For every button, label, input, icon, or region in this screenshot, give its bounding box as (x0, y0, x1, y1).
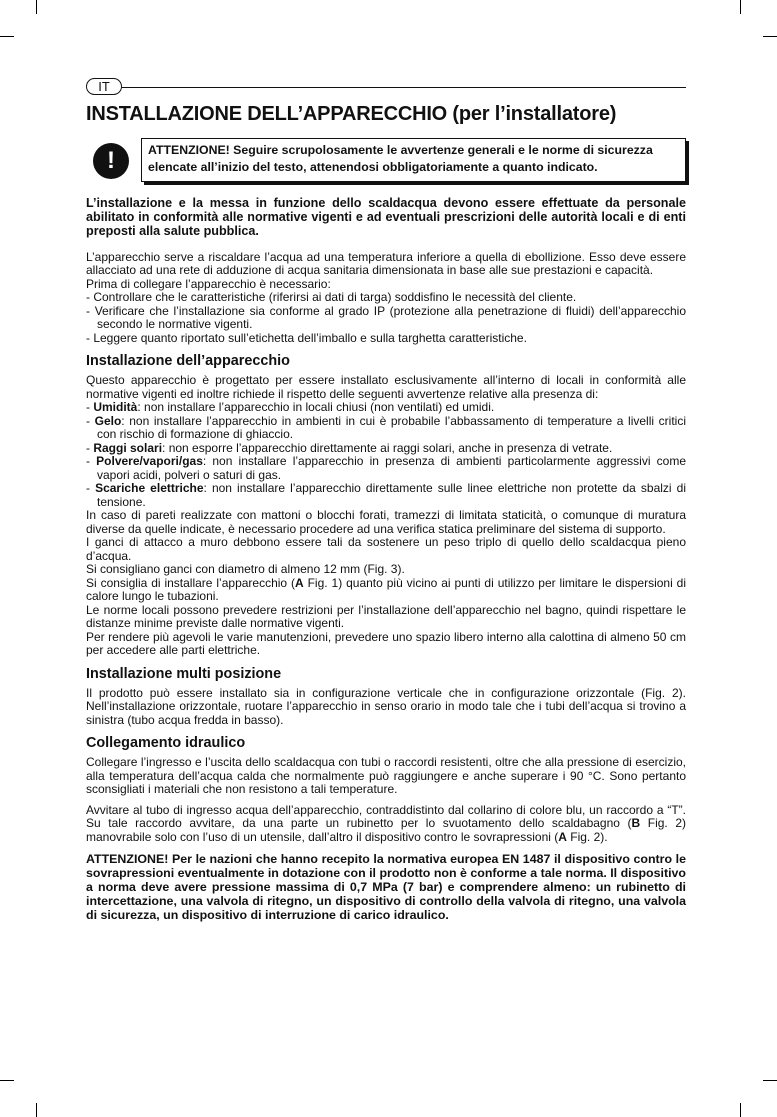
intro-bold-text: L’installazione e la messa in funzione dello scaldacqua devono essere effettuate da personale abilitato in conformità alle normative vigenti e ad eventuali prescrizioni delle autorità locali e di enti preposti alla salute pubblica. (86, 196, 686, 238)
crop-mark (763, 36, 777, 37)
list-item: - Gelo: non installare l’apparecchio in ambienti in cui è probabile l’abbassamento di temperature a livelli critici con rischio di formazione di ghiaccio. (86, 413, 686, 442)
paragraph: Per rendere più agevoli le varie manutenzioni, prevedere uno spazio libero interno alla calottina di almeno 50 cm per accedere alle parti elettriche. (86, 629, 686, 658)
section-heading: Collegamento idraulico (86, 735, 246, 752)
exclamation-icon: ! (93, 143, 129, 179)
header-rule (122, 87, 686, 88)
list-item: - Polvere/vapori/gas: non installare l’apparecchio in presenza di ambienti particolarmente aggressivi come vapori acidi, polveri o saturi di gas. (86, 454, 686, 482)
section-heading: Installazione dell’apparecchio (86, 353, 290, 370)
crop-mark (0, 36, 14, 37)
paragraph: Si consigliano ganci con diametro di almeno 12 mm (Fig. 3). (86, 562, 405, 577)
paragraph: I ganci di attacco a muro debbono essere tali da sostenere un peso triplo di quello dello scaldacqua pieno d’acqua. (86, 535, 686, 563)
final-warning: ATTENZIONE! Per le nazioni che hanno recepito la normativa europea EN 1487 il dispositivo contro le sovrapressioni eventualmente in dotazione con il prodotto non è conforme a tale norma. Il dispositivo a norma deve avere pressione massima di 0,7 MPa (7 bar) e comprendere almeno: un rubinetto di intercettazione, una valvola di ritegno, un dispositivo di controllo della valvola di ritegno, una valvola di sicurezza, un dispositivo di interruzione di carico idraulico. (86, 852, 686, 923)
language-header (86, 78, 686, 98)
language-badge: IT (86, 78, 122, 95)
list-item: - Raggi solari: non esporre l’apparecchio direttamente ai raggi solari, anche in presenza di vetrate. (86, 440, 613, 455)
list-item: - Verificare che l’installazione sia conforme al grado IP (protezione alla penetrazione di fluidi) dell’apparecchio secondo le normative vigenti. (86, 303, 686, 332)
paragraph: Avvitare al tubo di ingresso acqua dell’apparecchio, contraddistinto dal collarino di colore blu, un raccordo a “T”. Su tale raccordo avvitare, da una parte un rubinetto per lo svuotamento dello scaldabagno (B Fig. 2) manovrabile solo con l’uso di un utensile, dall’altro il dispositivo contro le sovrapressioni (A Fig. 2). (86, 802, 687, 844)
crop-mark (740, 0, 741, 14)
paragraph: Le norme locali possono prevedere restrizioni per l’installazione dell’apparecchio nel bagno, quindi rispettare le distanze minime previste dalle normative vigenti. (86, 602, 686, 631)
paragraph: Si consiglia di installare l’apparecchio (A Fig. 1) quanto più vicino ai punti di utilizzo per limitare le dispersioni di calore lungo le tubazioni. (86, 575, 687, 604)
warning-block (86, 138, 686, 184)
crop-mark (36, 1103, 37, 1117)
paragraph: L’apparecchio serve a riscaldare l’acqua ad una temperatura inferiore a quella di ebollizione. Esso deve essere allacciato ad una rete di adduzione di acqua sanitaria dimensionata in base alle sue prestazioni e capacità. (86, 249, 686, 278)
warning-text: ATTENZIONE! Seguire scrupolosamente le avvertenze generali e le norme di sicurezza elencate all’inizio del testo, attenendosi obbligatoriamente a quanto indicato. (141, 138, 686, 182)
paragraph: Prima di collegare l’apparecchio è necessario: (86, 276, 331, 291)
list-item: - Controllare che le caratteristiche (riferirsi ai dati di targa) soddisfino le necessità del cliente. (86, 290, 577, 305)
page-title: INSTALLAZIONE DELL’APPARECCHIO (per l’installatore) (86, 103, 617, 125)
section-heading: Installazione multi posizione (86, 665, 282, 682)
paragraph: Collegare l’ingresso e l’uscita dello scaldacqua con tubi o raccordi resistenti, oltre che alla pressione di esercizio, alla temperatura dell’acqua calda che normalmente può raggiungere e anche superare i 90 °C. Sono pertanto sconsigliati i materiali che non resistono a tali temperature. (86, 755, 686, 797)
crop-mark (763, 1080, 777, 1081)
list-item: - Umidità: non installare l’apparecchio in locali chiusi (non ventilati) ed umidi. (86, 400, 495, 415)
paragraph: Il prodotto può essere installato sia in configurazione verticale che in configurazione orizzontale (Fig. 2). Nell’installazione orizzontale, ruotare l’apparecchio in senso orario in modo tale che i tubi dell’acqua si trovino a sinistra (tubo acqua fredda in basso). (86, 685, 686, 727)
paragraph: Questo apparecchio è progettato per essere installato esclusivamente all’interno di locali in conformità alle normative vigenti ed inoltre richiede il rispetto delle seguenti avvertenze relative alla presenza di: (86, 373, 686, 401)
crop-mark (740, 1103, 741, 1117)
list-item: - Scariche elettriche: non installare l’apparecchio direttamente sulle linee elettriche non protette da sbalzi di tensione. (86, 481, 686, 509)
paragraph: In caso di pareti realizzate con mattoni o blocchi forati, tramezzi di limitata staticità, o comunque di muratura diverse da quelle indicate, è necessario procedere ad una verifica statica preliminare del sistema di supporto. (86, 508, 686, 536)
crop-mark (36, 0, 37, 14)
crop-mark (0, 1080, 14, 1081)
document-page (86, 78, 686, 934)
list-item: - Leggere quanto riportato sull’etichetta dell’imballo e sulla targhetta caratteristiche. (86, 330, 527, 345)
